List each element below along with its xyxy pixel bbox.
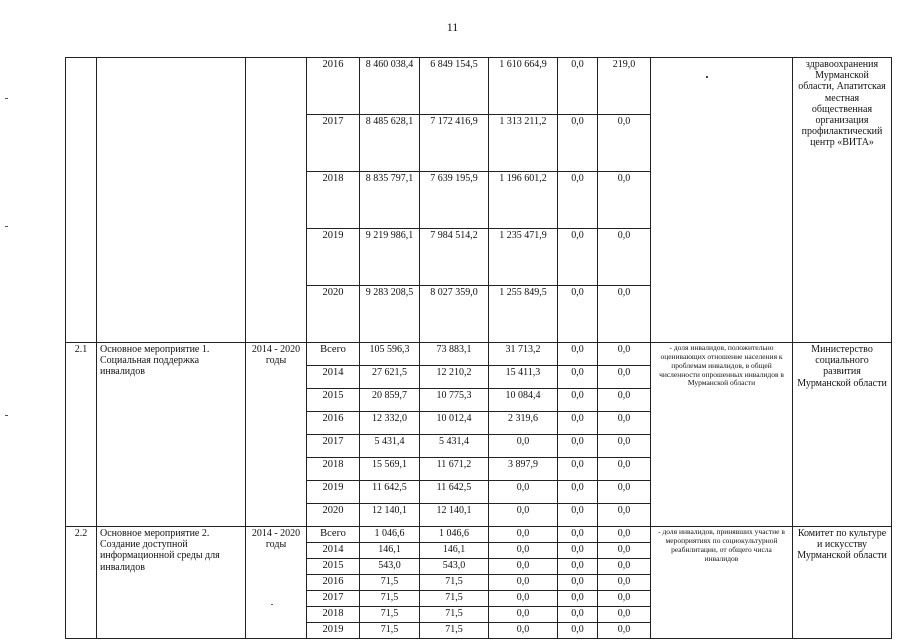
regional-budget-cell: 7 984 514,2	[420, 229, 489, 286]
row-number: 2.1	[66, 343, 97, 527]
other-sources-cell: 0,0	[598, 543, 651, 559]
regional-budget-cell: 8 027 359,0	[420, 286, 489, 343]
year-cell: 2018	[307, 172, 360, 229]
federal-budget-cell: 31 713,2	[489, 343, 558, 366]
year-cell: 2016	[307, 58, 360, 115]
other-sources-cell: 0,0	[598, 481, 651, 504]
local-budget-cell: 0,0	[558, 591, 598, 607]
total-cell: 8 460 038,4	[360, 58, 420, 115]
other-sources-cell: 219,0	[598, 58, 651, 115]
other-sources-cell: 0,0	[598, 172, 651, 229]
total-cell: 11 642,5	[360, 481, 420, 504]
local-budget-cell: 0,0	[558, 623, 598, 639]
local-budget-cell: 0,0	[558, 543, 598, 559]
year-cell: 2015	[307, 559, 360, 575]
federal-budget-cell: 1 313 211,2	[489, 115, 558, 172]
local-budget-cell: 0,0	[558, 559, 598, 575]
total-cell: 8 835 797,1	[360, 172, 420, 229]
year-cell: 2014	[307, 366, 360, 389]
other-sources-cell: 0,0	[598, 343, 651, 366]
regional-budget-cell: 7 172 416,9	[420, 115, 489, 172]
indicator: - доля инвалидов, положительно оценивающих отношение населения к проблемам инвалидов, в общей численности опрошенных инвалидов в Мурманской области	[651, 343, 793, 527]
executors: Министерство социального развития Мурманской области	[793, 343, 892, 527]
local-budget-cell: 0,0	[558, 172, 598, 229]
regional-budget-cell: 11 642,5	[420, 481, 489, 504]
regional-budget-cell: 71,5	[420, 623, 489, 639]
page-number: 11	[446, 20, 459, 34]
period: 2014 - 2020 годы	[246, 343, 307, 527]
regional-budget-cell: 73 883,1	[420, 343, 489, 366]
federal-budget-cell: 0,0	[489, 435, 558, 458]
federal-budget-cell: 0,0	[489, 559, 558, 575]
regional-budget-cell: 71,5	[420, 607, 489, 623]
year-cell: 2019	[307, 623, 360, 639]
regional-budget-cell: 146,1	[420, 543, 489, 559]
year-cell: 2017	[307, 435, 360, 458]
measure-name: Основное мероприятие 2. Создание доступной информационной среды для инвалидов	[97, 527, 246, 639]
scan-dot	[706, 76, 708, 78]
total-cell: 12 332,0	[360, 412, 420, 435]
local-budget-cell: 0,0	[558, 458, 598, 481]
row-number: 2.2	[66, 527, 97, 639]
regional-budget-cell: 12 210,2	[420, 366, 489, 389]
local-budget-cell: 0,0	[558, 229, 598, 286]
other-sources-cell: 0,0	[598, 527, 651, 543]
total-cell: 5 431,4	[360, 435, 420, 458]
total-cell: 1 046,6	[360, 527, 420, 543]
other-sources-cell: 0,0	[598, 607, 651, 623]
regional-budget-cell: 5 431,4	[420, 435, 489, 458]
federal-budget-cell: 10 084,4	[489, 389, 558, 412]
federal-budget-cell: 0,0	[489, 575, 558, 591]
total-cell: 105 596,3	[360, 343, 420, 366]
year-cell: 2019	[307, 481, 360, 504]
regional-budget-cell: 71,5	[420, 591, 489, 607]
program-table	[65, 57, 892, 639]
federal-budget-cell: 1 196 601,2	[489, 172, 558, 229]
total-cell: 146,1	[360, 543, 420, 559]
federal-budget-cell: 2 319,6	[489, 412, 558, 435]
year-cell: 2018	[307, 607, 360, 623]
other-sources-cell: 0,0	[598, 623, 651, 639]
federal-budget-cell: 0,0	[489, 504, 558, 527]
local-budget-cell: 0,0	[558, 435, 598, 458]
regional-budget-cell: 6 849 154,5	[420, 58, 489, 115]
indicator: - доля инвалидов, принявших участие в мероприятиях по социокультурной реабилитации, от общего числа инвалидов	[651, 527, 793, 639]
year-cell: 2017	[307, 115, 360, 172]
regional-budget-cell: 543,0	[420, 559, 489, 575]
other-sources-cell: 0,0	[598, 286, 651, 343]
year-cell: 2018	[307, 458, 360, 481]
federal-budget-cell: 15 411,3	[489, 366, 558, 389]
local-budget-cell: 0,0	[558, 504, 598, 527]
total-cell: 15 569,1	[360, 458, 420, 481]
local-budget-cell: 0,0	[558, 366, 598, 389]
federal-budget-cell: 0,0	[489, 623, 558, 639]
local-budget-cell: 0,0	[558, 575, 598, 591]
total-cell: 20 859,7	[360, 389, 420, 412]
regional-budget-cell: 71,5	[420, 575, 489, 591]
block-2-2	[66, 527, 892, 639]
other-sources-cell: 0,0	[598, 575, 651, 591]
federal-budget-cell: 0,0	[489, 481, 558, 504]
federal-budget-cell: 1 255 849,5	[489, 286, 558, 343]
local-budget-cell: 0,0	[558, 343, 598, 366]
federal-budget-cell: 1 610 664,9	[489, 58, 558, 115]
regional-budget-cell: 7 639 195,9	[420, 172, 489, 229]
block-2-1	[66, 343, 892, 527]
total-cell: 71,5	[360, 575, 420, 591]
total-cell: 27 621,5	[360, 366, 420, 389]
period: 2014 - 2020 годы	[246, 527, 307, 639]
scan-mark	[5, 415, 8, 416]
year-cell: 2016	[307, 412, 360, 435]
federal-budget-cell: 0,0	[489, 527, 558, 543]
local-budget-cell: 0,0	[558, 607, 598, 623]
year-cell: 2017	[307, 591, 360, 607]
scan-mark	[5, 226, 8, 227]
year-cell: 2015	[307, 389, 360, 412]
year-cell: 2014	[307, 543, 360, 559]
local-budget-cell: 0,0	[558, 527, 598, 543]
year-cell: 2019	[307, 229, 360, 286]
regional-budget-cell: 12 140,1	[420, 504, 489, 527]
total-cell: 71,5	[360, 607, 420, 623]
scan-mark	[271, 604, 273, 605]
local-budget-cell: 0,0	[558, 286, 598, 343]
other-sources-cell: 0,0	[598, 389, 651, 412]
total-cell: 543,0	[360, 559, 420, 575]
year-cell: 2020	[307, 504, 360, 527]
total-cell: 8 485 628,1	[360, 115, 420, 172]
regional-budget-cell: 1 046,6	[420, 527, 489, 543]
total-cell: 71,5	[360, 623, 420, 639]
other-sources-cell: 0,0	[598, 229, 651, 286]
local-budget-cell: 0,0	[558, 481, 598, 504]
block-continuation	[66, 58, 892, 343]
federal-budget-cell: 0,0	[489, 591, 558, 607]
table-row	[66, 343, 892, 366]
indicator	[651, 58, 793, 343]
executors: Комитет по культуре и искусству Мурманской области	[793, 527, 892, 639]
federal-budget-cell: 1 235 471,9	[489, 229, 558, 286]
period	[246, 58, 307, 343]
local-budget-cell: 0,0	[558, 412, 598, 435]
other-sources-cell: 0,0	[598, 504, 651, 527]
year-cell: 2020	[307, 286, 360, 343]
year-cell: 2016	[307, 575, 360, 591]
local-budget-cell: 0,0	[558, 389, 598, 412]
other-sources-cell: 0,0	[598, 412, 651, 435]
total-cell: 71,5	[360, 591, 420, 607]
row-number	[66, 58, 97, 343]
federal-budget-cell: 3 897,9	[489, 458, 558, 481]
regional-budget-cell: 10 775,3	[420, 389, 489, 412]
regional-budget-cell: 11 671,2	[420, 458, 489, 481]
year-cell: Всего	[307, 527, 360, 543]
other-sources-cell: 0,0	[598, 115, 651, 172]
executors: здравоохранения Мурманской области, Апатитская местная общественная организация профилактический центр «ВИТА»	[793, 58, 892, 343]
other-sources-cell: 0,0	[598, 435, 651, 458]
total-cell: 12 140,1	[360, 504, 420, 527]
federal-budget-cell: 0,0	[489, 607, 558, 623]
local-budget-cell: 0,0	[558, 115, 598, 172]
total-cell: 9 219 986,1	[360, 229, 420, 286]
local-budget-cell: 0,0	[558, 58, 598, 115]
total-cell: 9 283 208,5	[360, 286, 420, 343]
scan-mark	[5, 98, 8, 99]
regional-budget-cell: 10 012,4	[420, 412, 489, 435]
table-row	[66, 58, 892, 115]
measure-name	[97, 58, 246, 343]
year-cell: Всего	[307, 343, 360, 366]
federal-budget-cell: 0,0	[489, 543, 558, 559]
table-row	[66, 527, 892, 543]
other-sources-cell: 0,0	[598, 591, 651, 607]
other-sources-cell: 0,0	[598, 366, 651, 389]
other-sources-cell: 0,0	[598, 458, 651, 481]
measure-name: Основное мероприятие 1. Социальная поддержка инвалидов	[97, 343, 246, 527]
other-sources-cell: 0,0	[598, 559, 651, 575]
